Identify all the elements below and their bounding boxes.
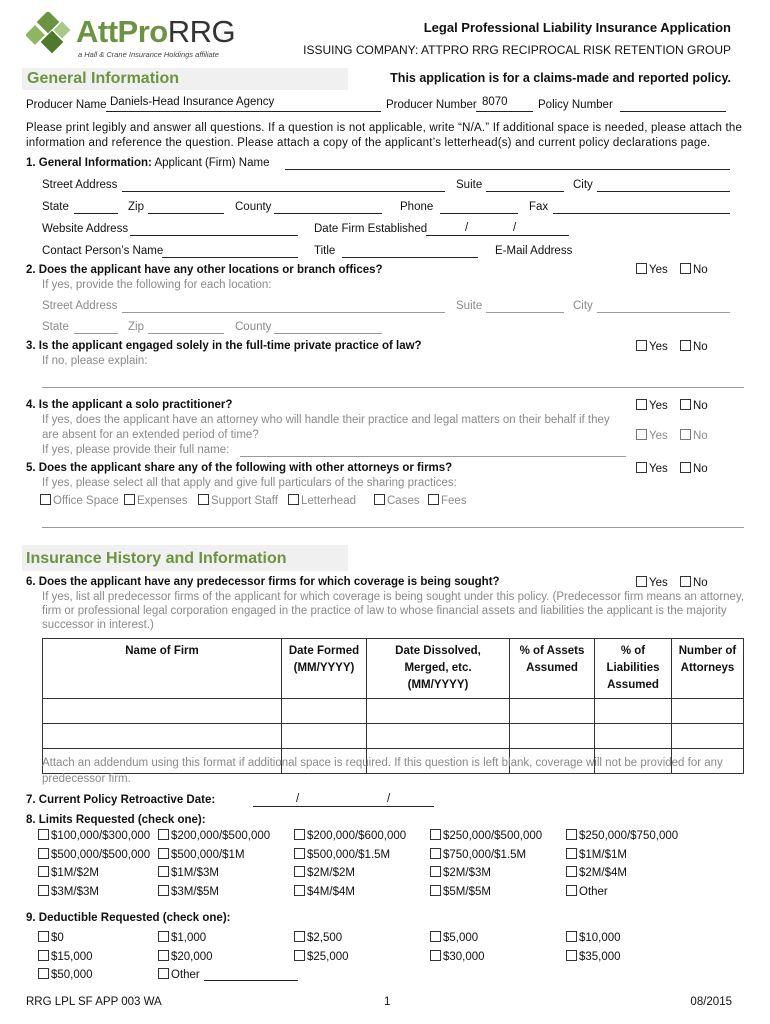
deductible-checkbox[interactable] [38,968,49,979]
limit-checkbox[interactable] [38,885,49,896]
title-field[interactable] [342,257,478,258]
deductible-option[interactable] [294,931,342,944]
q1-number-title: 1. General Information: [26,157,152,169]
limit-option[interactable] [566,866,627,879]
deductible-checkbox[interactable] [158,968,169,979]
limit-option-label: $500,000/$1M [171,848,245,861]
deductible-option-label: $1,000 [171,932,207,944]
col-number-attorneys: Number of Attorneys [672,639,744,699]
street-address-field[interactable] [122,191,445,192]
q3-yes[interactable]: Yes [636,340,668,353]
producer-number-value[interactable]: 8070 [482,96,508,108]
deductible-option-label: $5,000 [443,932,479,944]
date-slash-1: / [465,222,469,234]
q6-question: 6. Does the applicant have any predecessor firms for which coverage is being sought? [26,576,500,588]
deductible-option[interactable] [38,950,93,963]
deductible-option[interactable] [38,931,64,944]
fax-label: Fax [529,201,549,213]
limit-option-label: $100,000/$300,000 [51,830,151,842]
limit-option-label: Other [579,885,608,898]
limit-option[interactable] [566,885,608,898]
table-row[interactable] [43,699,744,724]
limit-option[interactable] [430,848,526,861]
q7-label: 7. Current Policy Retroactive Date: [26,794,216,806]
limit-option[interactable] [294,848,390,861]
footer-page-number: 1 [384,996,391,1008]
website-field[interactable] [130,235,298,236]
limit-checkbox[interactable] [294,848,305,859]
deductible-checkbox[interactable] [430,931,441,942]
limit-checkbox[interactable] [430,848,441,859]
q4-sub-no[interactable]: No [680,429,708,442]
deductible-option-label: $2,500 [307,932,343,944]
deductible-checkbox[interactable] [294,950,305,961]
deductible-option[interactable] [566,950,621,963]
deductible-option-label: $30,000 [443,950,485,963]
q6-sub2: firm or professional legal corporation engaged in the practice of law to whose financial assets and liabilities the applicant is the majority [42,605,727,617]
retro-slash-2: / [387,793,391,805]
county-label: County [235,201,272,213]
deductible-checkbox[interactable] [566,950,577,961]
q5-question: 5. Does the applicant share any of the following with other attorneys or firms? [26,462,453,474]
limit-checkbox[interactable] [38,829,49,840]
q4-sub-no-checkbox[interactable] [680,429,691,440]
q2-zip-label: Zip [128,321,144,333]
deductible-option-label: $25,000 [307,950,349,963]
q2-county-field[interactable] [274,333,382,334]
limit-checkbox[interactable] [38,866,49,877]
limit-checkbox[interactable] [430,866,441,877]
retroactive-date-field[interactable] [253,806,434,807]
limit-option-label: $2M/$4M [579,867,627,879]
section-general-information: General Information [27,70,180,87]
q5-yes[interactable]: Yes [636,462,668,475]
q5-particulars-field[interactable] [42,527,744,528]
q5-option-support-staff[interactable]: Support Staff [198,494,278,507]
q4-sub3: If yes, please provide their full name: [42,444,230,456]
instructions: Please print legibly and answer all questions. If a question is not applicable, write “N/A.” If additional space is needed, please attach the information and reference the question. Please attach a copy of the applicant’s letterhead(s) and current policy declarations page. [26,122,743,149]
q5-option-letterhead[interactable]: Letterhead [288,494,356,507]
q5-no-checkbox[interactable] [680,462,691,473]
limit-option-label: $200,000/$600,000 [307,830,407,842]
limit-checkbox[interactable] [294,866,305,877]
deductible-option[interactable] [430,950,485,963]
q2-no[interactable]: No [680,263,708,276]
q2-yes-checkbox[interactable] [636,263,647,274]
q5-option-fees[interactable]: Fees [428,494,467,507]
predecessor-firms-table [42,638,744,774]
q2-state-label: State [42,321,69,333]
logo-tagline: a Hall & Crane Insurance Holdings affiliate [78,50,219,59]
logo-mark-icon [26,12,74,60]
q5-yes-checkbox[interactable] [636,462,647,473]
date-slash-2: / [513,222,517,234]
col-name-of-firm: Name of Firm [43,639,282,699]
footer-form-id: RRG LPL SF APP 003 WA [26,996,162,1008]
limit-option[interactable] [158,885,219,898]
deductible-option[interactable] [158,950,213,963]
deductible-option[interactable] [430,931,478,944]
q4-sub-yes-checkbox[interactable] [636,429,647,440]
limit-option-label: $1M/$2M [51,867,99,879]
limit-checkbox[interactable] [430,885,441,896]
limit-option[interactable] [430,885,491,898]
deductible-option-label: Other [171,969,200,981]
q4-no[interactable]: No [680,399,708,412]
title-label: Title [314,245,336,257]
q9-label: 9. Deductible Requested (check one): [26,912,231,924]
q3-question: 3. Is the applicant engaged solely in the full-time private practice of law? [26,340,422,352]
fax-field[interactable] [553,213,730,214]
deductible-option[interactable] [38,968,93,981]
deductible-checkbox[interactable] [294,931,305,942]
deductible-option-label: $35,000 [579,950,621,963]
limit-option-label: $4M/$4M [307,885,355,898]
q5-no[interactable]: No [680,462,708,475]
limit-checkbox[interactable] [294,829,305,840]
q4-sub1: If yes, does the applicant have an attorney who will handle their practice and legal matters on their behalf if they [42,414,610,426]
q3-explain-field[interactable] [42,387,744,388]
q2-sub: If yes, provide the following for each location: [42,279,272,291]
deductible-option-label: $0 [51,932,64,944]
limit-option[interactable] [566,829,678,842]
limit-option[interactable] [430,866,491,879]
producer-name-label: Producer Name [26,99,107,111]
deductible-option-label: $20,000 [171,950,213,963]
limit-checkbox[interactable] [158,885,169,896]
email-label: E-Mail Address [495,245,573,257]
q5-sub: If yes, please select all that apply and give full particulars of the sharing practices: [42,477,457,489]
producer-name-value[interactable]: Daniels-Head Insurance Agency [110,96,275,108]
applicant-name-label: Applicant (Firm) Name [154,157,270,169]
q4-sub2: are absent for an extended period of time? [42,429,259,441]
deductible-checkbox[interactable] [38,950,49,961]
q6-yes-checkbox[interactable] [636,576,647,587]
city-field[interactable] [597,191,730,192]
limit-option[interactable] [294,885,355,898]
limit-checkbox[interactable] [294,885,305,896]
q6-no-checkbox[interactable] [680,576,691,587]
limit-option-label: $500,000/$500,000 [51,848,151,861]
issuing-company: ISSUING COMPANY: ATTPRO RRG RECIPROCAL RISK RETENTION GROUP [303,43,731,57]
q3-sub: If no, please explain: [42,355,148,367]
q4-yes-checkbox[interactable] [636,399,647,410]
q4-question: 4. Is the applicant a solo practitioner? [26,399,233,411]
deductible-checkbox[interactable] [430,950,441,961]
contact-field[interactable] [162,257,298,258]
table-header-row [43,639,744,699]
suite-field[interactable] [486,191,564,192]
deductible-option[interactable] [158,931,206,944]
limit-option-label: $3M/$3M [51,885,99,898]
q2-suite-label: Suite [456,300,483,312]
deductible-option[interactable] [158,968,200,981]
limit-option[interactable] [38,866,99,879]
q6-sub3: successor in interest.) [42,619,154,631]
limit-option[interactable] [158,848,245,861]
q2-city-label: City [573,300,593,312]
limit-option-label: $1M/$3M [171,867,219,879]
limit-option-label: $500,000/$1.5M [307,848,391,861]
phone-field[interactable] [440,213,518,214]
website-label: Website Address [42,223,129,235]
limit-option-label: $3M/$5M [171,885,219,898]
q4-no-checkbox[interactable] [680,399,691,410]
limit-option[interactable] [294,866,355,879]
q5-option-office-space[interactable]: Office Space [40,494,119,507]
city-label: City [573,179,593,191]
limit-option[interactable] [38,848,150,861]
col-pct-liabilities: % of Liabilities Assumed [595,639,672,699]
q5-option-cases[interactable]: Cases [374,494,420,507]
policy-number-field[interactable] [620,111,726,112]
limit-checkbox[interactable] [430,829,441,840]
q6-yes[interactable]: Yes [636,576,668,589]
limit-option[interactable] [158,829,270,842]
contact-label: Contact Person’s Name [42,245,164,257]
date-established-field[interactable] [426,235,569,236]
q5-option-expenses[interactable]: Expenses [124,494,188,507]
limit-option-label: $5M/$5M [443,885,491,898]
deductible-checkbox[interactable] [158,950,169,961]
col-date-dissolved: Date Dissolved, Merged, etc. (MM/YYYY) [367,639,510,699]
limit-option[interactable] [566,848,627,861]
limit-option[interactable] [158,866,219,879]
limit-option-label: $2M/$3M [443,867,491,879]
q2-street-label: Street Address [42,300,118,312]
limit-checkbox[interactable] [158,866,169,877]
state-label: State [42,201,69,213]
q2-county-label: County [235,321,272,333]
deductible-option[interactable] [294,950,349,963]
limit-option-label: $1M/$1M [579,848,627,861]
deductible-checkbox[interactable] [566,931,577,942]
claims-made-note: This application is for a claims-made and reported policy. [390,71,731,85]
limit-checkbox[interactable] [158,829,169,840]
q2-zip-field[interactable] [148,333,224,334]
deductible-other-field[interactable] [204,980,298,981]
limit-checkbox[interactable] [566,829,577,840]
limit-checkbox[interactable] [158,848,169,859]
limit-option-label: $250,000/$750,000 [579,830,679,842]
limit-option-label: $250,000/$500,000 [443,830,543,842]
q2-suite-field[interactable] [486,312,564,313]
deductible-checkbox[interactable] [38,931,49,942]
county-field[interactable] [274,213,382,214]
limit-checkbox[interactable] [566,885,577,896]
company-logo [26,12,256,64]
q4-sub-yes[interactable]: Yes [636,429,668,442]
q8-label: 8. Limits Requested (check one): [26,814,206,826]
limit-option[interactable] [430,829,542,842]
q3-yes-checkbox[interactable] [636,340,647,351]
logo-brand-b: RRG [167,14,236,49]
q4-full-name-field[interactable] [240,456,626,457]
q6-no[interactable]: No [680,576,708,589]
q2-yes[interactable]: Yes [636,263,668,276]
limit-option[interactable] [38,829,150,842]
phone-label: Phone [400,201,434,213]
limit-option[interactable] [38,885,99,898]
limit-option[interactable] [294,829,406,842]
q3-no-checkbox[interactable] [680,340,691,351]
limit-checkbox[interactable] [566,848,577,859]
deductible-option-label: $10,000 [579,932,621,944]
deductible-option-label: $50,000 [51,969,93,981]
footer-date: 08/2015 [690,996,732,1008]
q2-state-field[interactable] [74,333,118,334]
deductible-option[interactable] [566,931,621,944]
q2-city-field[interactable] [597,312,730,313]
section-insurance-history: Insurance History and Information [26,550,287,567]
deductible-checkbox[interactable] [158,931,169,942]
zip-field[interactable] [148,213,224,214]
logo-brand-a: AttPro [76,14,168,49]
policy-number-label: Policy Number [538,99,613,111]
applicant-name-field[interactable] [285,169,730,170]
retro-slash-1: / [296,793,300,805]
q2-no-checkbox[interactable] [680,263,691,274]
limit-checkbox[interactable] [38,848,49,859]
state-field[interactable] [74,213,118,214]
form-title: Legal Professional Liability Insurance Application [423,20,731,35]
limit-checkbox[interactable] [566,866,577,877]
limit-option-label: $200,000/$500,000 [171,830,271,842]
col-pct-assets: % of Assets Assumed [510,639,595,699]
producer-number-label: Producer Number [386,99,477,111]
limit-option-label: $750,000/$1.5M [443,848,527,861]
q4-yes[interactable]: Yes [636,399,668,412]
zip-label: Zip [128,201,144,213]
q6-sub1: If yes, list all predecessor firms of the applicant for which coverage is being sought under this policy. (Predecessor firm means an attorney, [42,591,745,603]
q2-street-field[interactable] [122,312,445,313]
limit-option-label: $2M/$2M [307,867,355,879]
date-established-label: Date Firm Established [314,223,428,235]
q6-attach-note-2: predecessor firm. [42,773,131,785]
q3-no[interactable]: No [680,340,708,353]
q6-attach-note-1: Attach an addendum using this format if additional space is required. If this question is left blank, coverage will not be provided for any [42,757,723,769]
suite-label: Suite [456,179,483,191]
q2-question: 2. Does the applicant have any other locations or branch offices? [26,264,383,276]
table-row[interactable] [43,724,744,749]
col-date-formed: Date Formed (MM/YYYY) [282,639,367,699]
street-address-label: Street Address [42,179,118,191]
deductible-option-label: $15,000 [51,950,93,963]
